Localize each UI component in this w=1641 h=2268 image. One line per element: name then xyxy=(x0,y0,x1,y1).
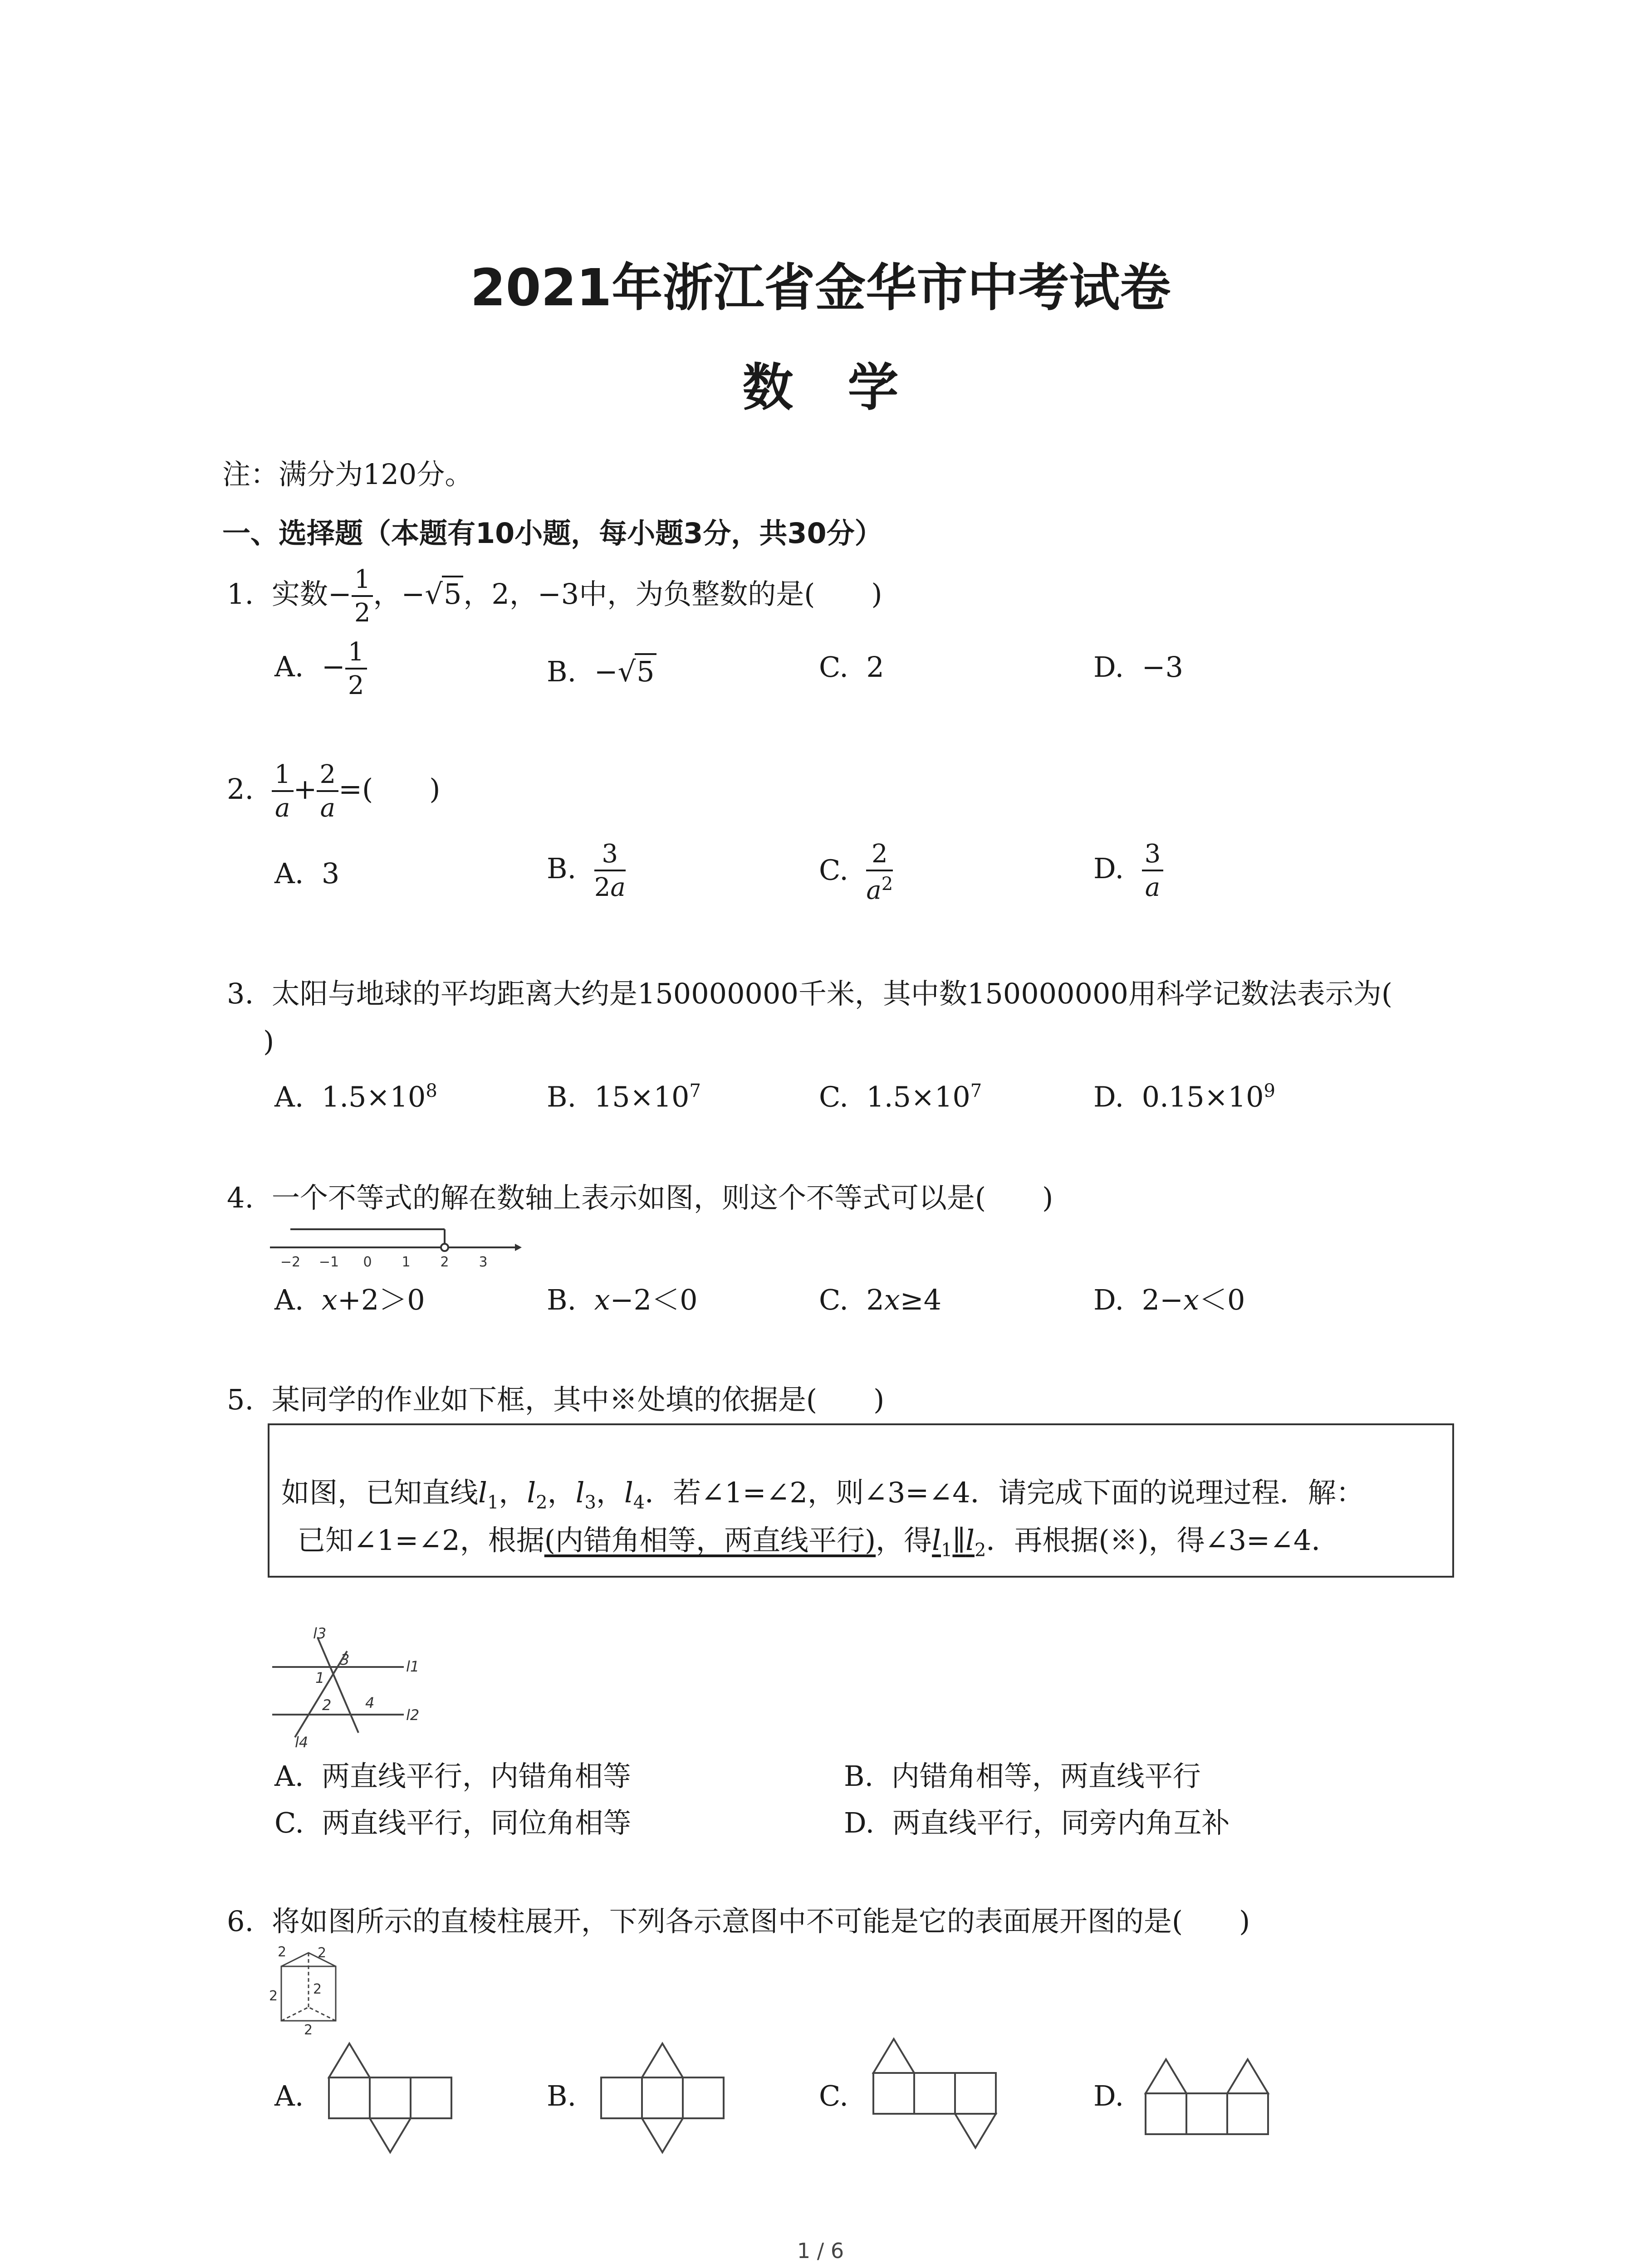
question-number: 1. xyxy=(227,577,254,611)
q6-net-b[interactable] xyxy=(599,2037,735,2155)
q4-option-c[interactable]: C. 2x≥4 xyxy=(819,1283,942,1316)
q3-stem-cont: ) xyxy=(263,1025,274,1058)
q5-option-c[interactable]: C. 两直线平行，同位角相等 xyxy=(274,1806,632,1839)
page-number: 1 / 6 xyxy=(797,2239,844,2263)
box-line-2: 已知∠1=∠2，根据(内错角相等，两直线平行)，得$l_1\parallel l_2$．再根据(※)，得∠3=∠4． xyxy=(297,1524,1340,1561)
question-4 xyxy=(227,1181,1053,1214)
q2-option-d[interactable]: D. $\frac{3}{a}$ xyxy=(1093,841,1163,900)
q3-option-c[interactable]: C. $1.5\times 10^7$ xyxy=(819,1080,982,1114)
figure-label: 1 xyxy=(315,1669,325,1686)
section-heading: 一、选择题（本题有10小题，每小题3分，共30分） xyxy=(222,517,883,550)
q3-option-a[interactable]: A. $1.5\times 10^8$ xyxy=(274,1080,437,1114)
question-number: 2. xyxy=(227,772,254,806)
question-2: 2. $\frac{1}{a}$ + $\frac{2}{a}$ =( ) xyxy=(227,760,441,823)
q1-option-c[interactable]: C. 2 xyxy=(819,650,884,684)
exam-note: 注：满分为120分。 xyxy=(222,458,473,491)
number-line-figure xyxy=(268,1216,522,1275)
q6-option-a-label[interactable]: A. xyxy=(274,2079,304,2112)
q4-stem: 一个不等式的解在数轴上表示如图，则这个不等式可以是( ) xyxy=(271,1181,1053,1214)
q6-option-d-label[interactable]: D. xyxy=(1093,2079,1124,2112)
q2-option-a[interactable]: A. 3 xyxy=(274,857,340,890)
q4-option-a[interactable]: A. x+2＞0 xyxy=(274,1283,425,1316)
prism-edge-label: 2 xyxy=(278,1944,287,1960)
question-3 xyxy=(227,977,1393,1010)
figure-label: 4 xyxy=(365,1694,375,1711)
exam-title: 2021年浙江省金华市中考试卷 xyxy=(470,259,1171,318)
figure-label: l1 xyxy=(406,1658,420,1675)
q4-option-b[interactable]: B. x−2＜0 xyxy=(547,1283,698,1316)
figure-label: l4 xyxy=(295,1734,309,1751)
q1-stem-pre: 实数 xyxy=(271,577,328,611)
q1-option-d[interactable]: D. −3 xyxy=(1093,650,1184,684)
question-number: 6. xyxy=(227,1905,254,1938)
prism-edge-label: 2 xyxy=(269,1988,278,2004)
q6-net-d[interactable] xyxy=(1143,2057,1279,2141)
q5-stem: 某同学的作业如下框，其中※处填的依据是( ) xyxy=(271,1383,885,1416)
axis-tick-label: 2 xyxy=(440,1254,449,1270)
prism-edge-label: 2 xyxy=(304,2022,313,2037)
axis-tick-label: 3 xyxy=(479,1254,488,1270)
parallel-lines-figure xyxy=(268,1624,422,1751)
figure-label: 3 xyxy=(340,1651,350,1668)
figure-label: 2 xyxy=(322,1696,332,1714)
q3-stem: 太阳与地球的平均距离大约是150000000千米，其中数150000000用科学记数法表示为( xyxy=(271,977,1393,1010)
axis-tick-label: 1 xyxy=(402,1254,411,1270)
q6-net-a[interactable] xyxy=(327,2037,463,2155)
question-number: 4. xyxy=(227,1181,254,1214)
q6-option-b-label[interactable]: B. xyxy=(547,2079,577,2112)
question-number: 5. xyxy=(227,1383,254,1416)
q5-option-d[interactable]: D. 两直线平行，同旁内角互补 xyxy=(844,1806,1230,1839)
q2-option-b[interactable]: B. $\frac{3}{2a}$ xyxy=(547,839,626,902)
axis-tick-label: −2 xyxy=(280,1254,301,1270)
question-5 xyxy=(227,1383,885,1416)
q1-stem-post: ，2，−3中，为负整数的是( ) xyxy=(463,577,882,611)
figure-label: l2 xyxy=(406,1706,420,1724)
q3-option-d[interactable]: D. $0.15\times 10^9$ xyxy=(1093,1080,1275,1114)
figure-label: l3 xyxy=(313,1625,327,1642)
q1-option-a[interactable]: A. − $\frac{1}{2}$ xyxy=(274,640,367,699)
prism-figure xyxy=(268,1944,358,2037)
q2-option-c[interactable]: C. $\frac{2}{a^2}$ xyxy=(819,839,893,905)
question-1: 1. 实数− $\frac{1}{2}$ ，−√5，2，−3中，为负整数的是( ) xyxy=(227,565,882,628)
axis-tick-label: 0 xyxy=(363,1254,372,1270)
box-line-1: 如图，已知直线$l_1$，$l_2$，$l_3$，$l_4$．若∠1=∠2，则∠3=∠4．请完成下面的说理过程．解： xyxy=(281,1476,1364,1513)
q1-option-b[interactable]: B. −√5 xyxy=(547,653,656,686)
q6-stem: 将如图所示的直棱柱展开，下列各示意图中不可能是它的表面展开图的是( ) xyxy=(271,1905,1250,1938)
prism-edge-label: 2 xyxy=(318,1945,327,1961)
q3-option-b[interactable]: B. $15\times 10^7$ xyxy=(547,1080,701,1114)
question-6 xyxy=(227,1907,1250,1936)
q2-stem-post: =( ) xyxy=(338,772,441,806)
q5-option-b[interactable]: B. 内错角相等，两直线平行 xyxy=(844,1760,1201,1793)
q5-option-a[interactable]: A. 两直线平行，内错角相等 xyxy=(274,1760,631,1793)
question-number: 3. xyxy=(227,977,254,1010)
q4-option-d[interactable]: D. 2−x＜0 xyxy=(1093,1283,1245,1316)
q6-net-c[interactable] xyxy=(871,2032,1007,2155)
axis-tick-label: −1 xyxy=(318,1254,339,1270)
q6-option-c-label[interactable]: C. xyxy=(819,2079,848,2112)
prism-edge-label: 2 xyxy=(313,1981,322,1997)
subject-title: 数学 xyxy=(742,358,953,417)
